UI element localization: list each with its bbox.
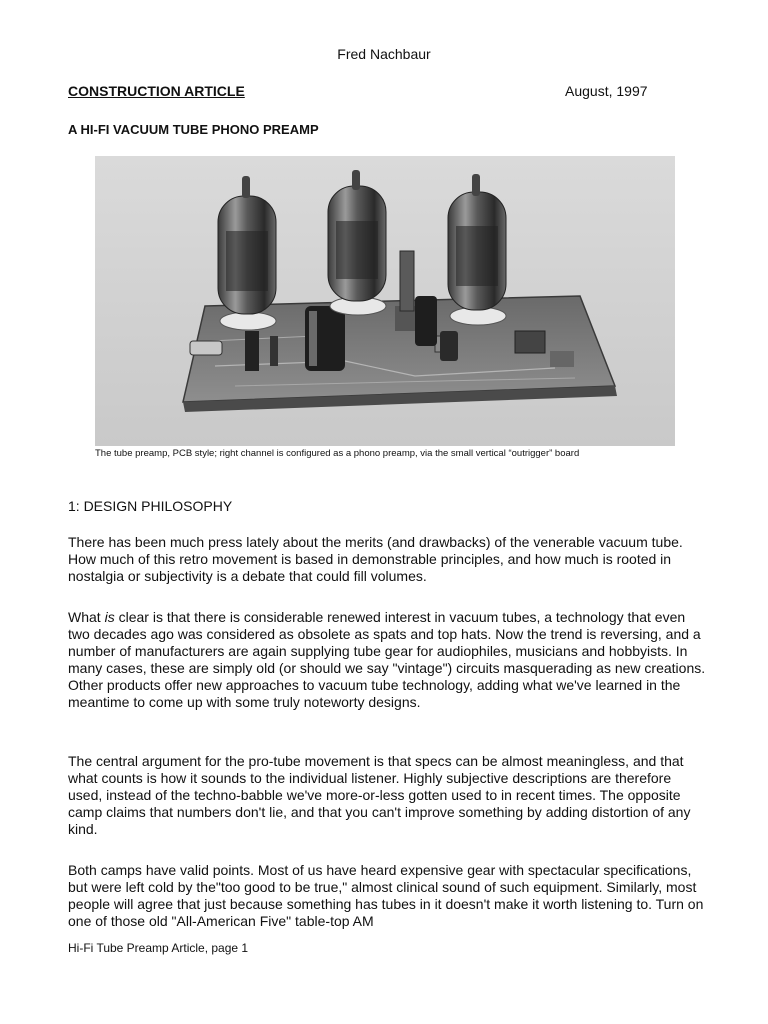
preamp-photo: [95, 156, 675, 446]
article-title: A HI-FI VACUUM TUBE PHONO PREAMP: [68, 122, 319, 137]
paragraph-2-lead: What: [68, 609, 105, 625]
paragraph-3: The central argument for the pro-tube movement is that specs can be almost meaningless, and that what counts is how it sounds to the individual listener. Highly subjective descriptions are therefore used, instead of the techno-babble we've more-or-less gotten used to in recent times. The opposite camp claims that numbers don't lie, and that you can't improve something by adding distortion of any kind.: [68, 753, 691, 837]
paragraph-1: There has been much press lately about the merits (and drawbacks) of the venerable vacuum tube. How much of this retro movement is based in demonstrable principles, and how much is rooted in nostalgia or subjectivity is a debate that could fill volumes.: [68, 534, 683, 584]
page-footer: Hi-Fi Tube Preamp Article, page 1: [68, 941, 249, 955]
article-type: CONSTRUCTION ARTICLE: [68, 83, 245, 99]
paragraph-2: [68, 609, 708, 711]
author-name: Fred Nachbaur: [337, 46, 431, 62]
paragraph-2-emphasis: is: [104, 609, 115, 625]
photo-caption: The tube preamp, PCB style; right channel is configured as a phono preamp, via the small vertical “outrigger” board: [95, 448, 580, 459]
preamp-photo-illustration: [95, 156, 675, 446]
paragraph-4: Both camps have valid points. Most of us have heard expensive gear with spectacular specifications, but were left cold by the"too good to be true," almost clinical sound of such equipment. Similarly, most people will agree that just because something has tubes in it doesn't make it worth listening to. Turn on one of those old "All-American Five" table-top AM: [68, 862, 704, 929]
article-date: August, 1997: [565, 83, 648, 99]
section-heading: 1: DESIGN PHILOSOPHY: [68, 498, 233, 514]
paragraph-2-body: clear is that there is considerable renewed interest in vacuum tubes, a technology that even two decades ago was considered as obsolete as spats and top hats. Now the trend is reversing, and a number of manufacturers are again supplying tube gear for audiophiles, musicians and hobbyists. In many cases, these are simply old (or should we say "vintage") circuits masquerading as new creations. Other products offer new approaches to vacuum tube technology, adding what we've learned in the meantime to come up with some truly noteworty designs.: [68, 609, 706, 710]
